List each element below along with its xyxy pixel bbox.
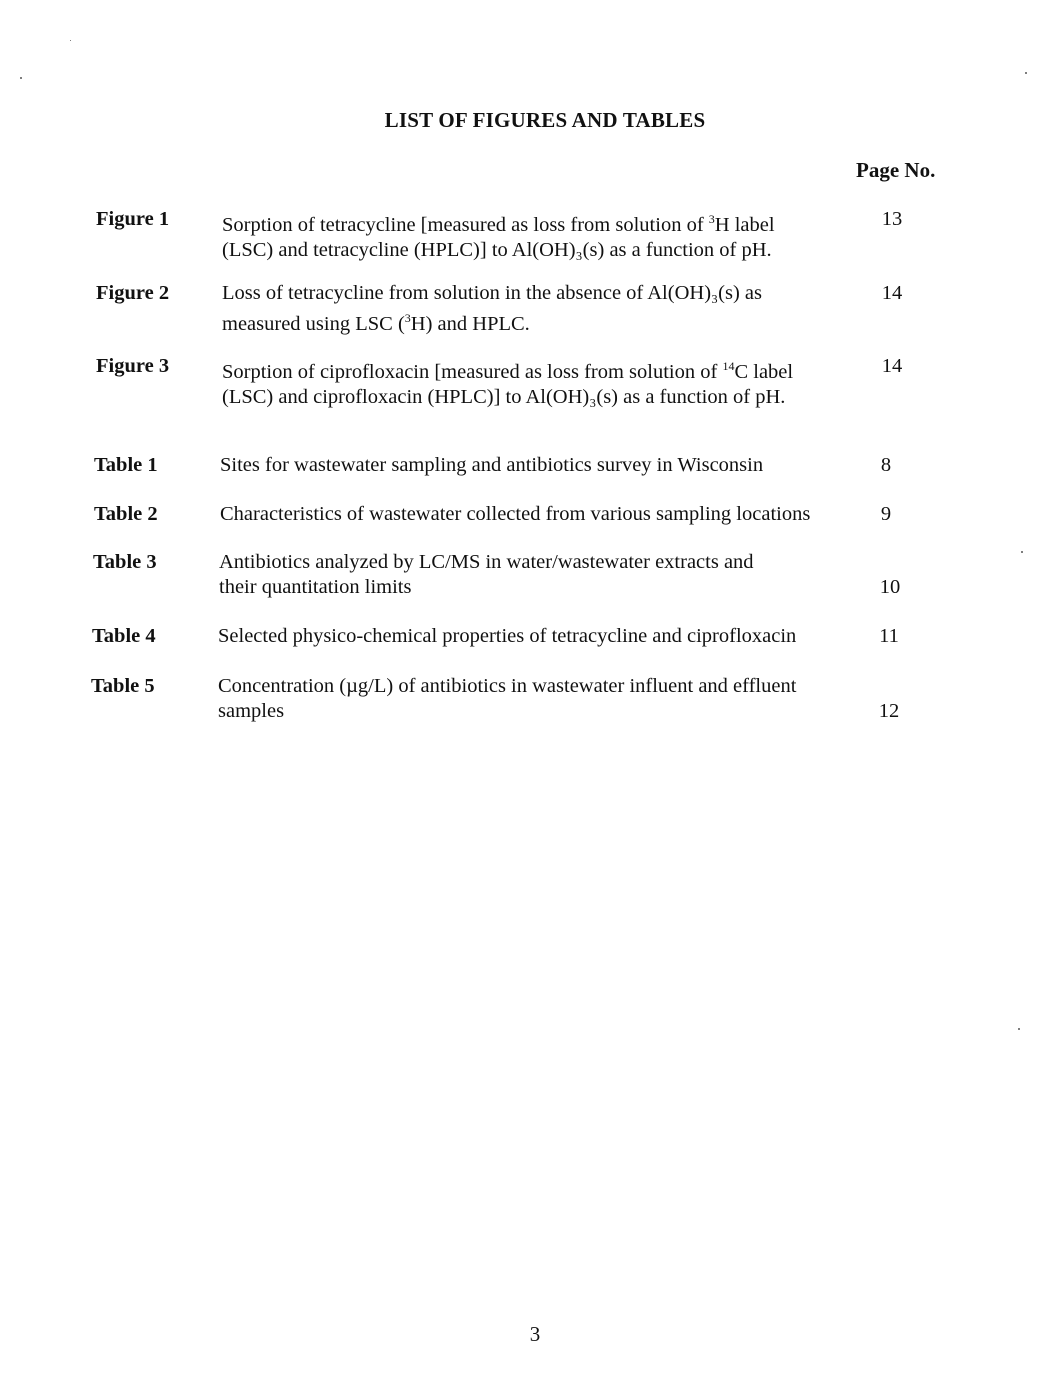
- entry-label: Figure 2: [96, 282, 170, 304]
- entry-page-number: 14: [881, 355, 903, 377]
- entry-description-line: Antibiotics analyzed by LC/MS in water/wastewater extracts and: [219, 551, 754, 573]
- entry-page-number: 13: [881, 208, 903, 230]
- scan-speck: [1025, 72, 1027, 74]
- entry-description: [218, 624, 858, 649]
- entry-page-number: 11: [879, 625, 899, 647]
- entry-description-line: measured using LSC ($^3$H) and HPLC.: [222, 311, 530, 335]
- entry-description-line: Selected physico-chemical properties of tetracycline and ciprofloxacin: [218, 625, 797, 647]
- scan-speck: [1018, 1028, 1020, 1030]
- entry-description-line: (LSC) and ciprofloxacin (HPLC)] to Al(OH)₃(s) as a function of pH.: [222, 385, 786, 408]
- scan-speck: [20, 77, 22, 79]
- entry-description-line: Concentration (µg/L) of antibiotics in wastewater influent and effluent: [218, 675, 797, 697]
- entry-label: Figure 1: [96, 208, 170, 230]
- entry-description: [222, 354, 852, 410]
- entry-description: [220, 502, 860, 527]
- entry-description: [222, 207, 852, 263]
- entry-label: Table 1: [94, 454, 158, 476]
- entry-label: Table 2: [94, 503, 158, 525]
- entry-description: [218, 674, 848, 724]
- entry-page-number: 14: [881, 282, 903, 304]
- entry-description-line: (LSC) and tetracycline (HPLC)] to Al(OH)₃(s) as a function of pH.: [222, 238, 772, 261]
- entry-description-line: samples: [218, 700, 285, 722]
- entry-description-line: Sorption of tetracycline [measured as loss from solution of $^3$H label: [222, 212, 775, 236]
- entry-label: Table 3: [93, 551, 157, 573]
- scan-speck: [1021, 551, 1023, 553]
- entry-description-line: Characteristics of wastewater collected from various sampling locations: [220, 503, 811, 525]
- entry-label: Table 5: [91, 675, 155, 697]
- scan-speck: [70, 40, 71, 41]
- page-title: LIST OF FIGURES AND TABLES: [384, 108, 706, 132]
- entry-description-line: Sites for wastewater sampling and antibiotics survey in Wisconsin: [220, 454, 764, 476]
- entry-page-number: 10: [879, 576, 901, 598]
- footer-page-number: 3: [529, 1322, 541, 1346]
- entry-description-line: Loss of tetracycline from solution in the absence of Al(OH)₃(s) as: [222, 282, 762, 304]
- entry-page-number: 8: [880, 454, 892, 476]
- entry-description-line: Sorption of ciprofloxacin [measured as loss from solution of $^{14}$C label: [222, 359, 794, 383]
- entry-label: Table 4: [92, 625, 156, 647]
- entry-label: Figure 3: [96, 355, 170, 377]
- entry-page-number: 12: [878, 700, 900, 722]
- page-no-column-header: Page No.: [856, 158, 936, 182]
- entry-description: [220, 453, 850, 478]
- entry-description: [219, 550, 849, 600]
- entry-description-line: their quantitation limits: [219, 576, 412, 598]
- entry-description: [222, 281, 852, 337]
- entry-page-number: 9: [880, 503, 892, 525]
